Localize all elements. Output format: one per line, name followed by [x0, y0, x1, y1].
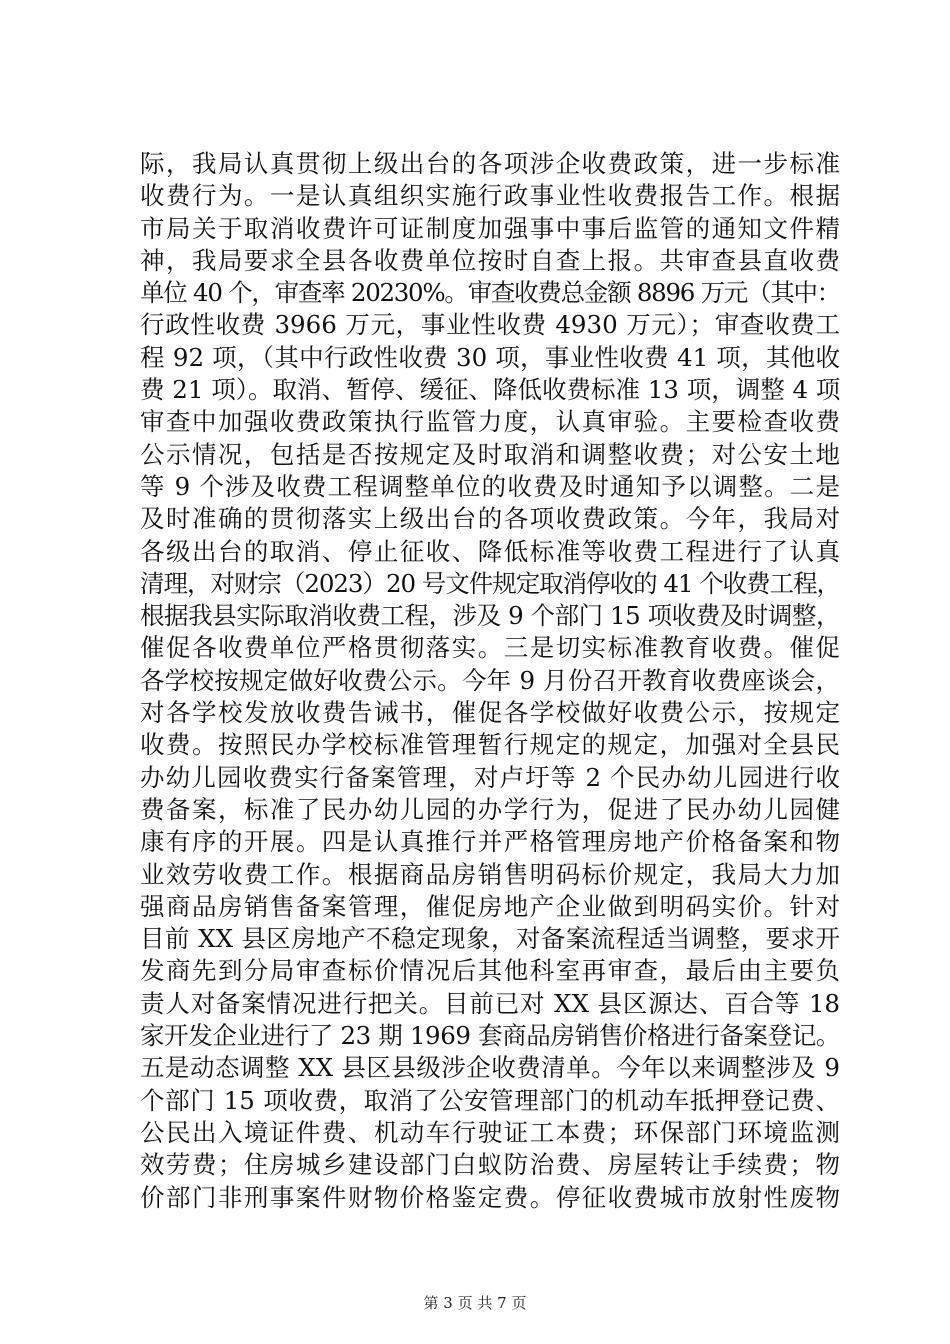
- text-line: 公示情况，包括是否按规定及时取消和调整收费；对公安土地: [140, 439, 840, 469]
- text-line: 审查中加强收费政策执行监管力度，认真审验。主要检查收费: [140, 407, 840, 437]
- text-line: 个部门 15 项收费，取消了公安管理部门的机动车抵押登记费、: [140, 1085, 840, 1115]
- text-line: 神，我局要求全县各收费单位按时自查上报。共审查县直收费: [140, 245, 840, 275]
- text-line: 发商先到分局审查标价情况后其他科室再审查，最后由主要负: [140, 956, 840, 986]
- text-line: 对各学校发放收费告诫书，催促各学校做好收费公示，按规定: [140, 698, 840, 728]
- text-line: 根据我县实际取消收费工程，涉及 9 个部门 15 项收费及时调整，: [140, 601, 840, 631]
- text-line: 价部门非刑事案件财物价格鉴定费。停征收费城市放射性废物: [140, 1182, 840, 1212]
- text-line: 等 9 个涉及收费工程调整单位的收费及时通知予以调整。二是: [140, 471, 840, 501]
- text-line: 效劳费；住房城乡建设部门白蚁防治费、房屋转让手续费；物: [140, 1150, 840, 1180]
- text-line: 收费。按照民办学校标准管理暂行规定的规定，加强对全县民: [140, 730, 840, 760]
- text-line: 办幼儿园收费实行备案管理，对卢圩等 2 个民办幼儿园进行收: [140, 762, 840, 792]
- text-line: 公民出入境证件费、机动车行驶证工本费；环保部门环境监测: [140, 1117, 840, 1147]
- text-line: 催促各收费单位严格贯彻落实。三是切实标准教育收费。催促: [140, 633, 840, 663]
- page-footer: 第 3 页 共 7 页: [423, 1294, 527, 1312]
- text-line: 费 21 项）。取消、暂停、缓征、降低收费标准 13 项，调整 4 项: [140, 375, 841, 405]
- text-line: 各学校按规定做好收费公示。今年 9 月份召开教育收费座谈会，: [140, 665, 840, 695]
- text-line: 各级出台的取消、停止征收、降低标准等收费工程进行了认真: [140, 536, 840, 566]
- text-line: 行政性收费 3966 万元，事业性收费 4930 万元）；审查收费工: [140, 310, 840, 340]
- text-line: 家开发企业进行了 23 期 1969 套商品房销售价格进行备案登记。: [140, 1021, 840, 1051]
- text-line: 及时准确的贯彻落实上级出台的各项收费政策。今年，我局对: [140, 504, 840, 534]
- text-line: 五是动态调整 XX 县区县级涉企收费清单。今年以来调整涉及 9: [140, 1053, 840, 1083]
- text-line: 清理，对财宗（2023）20 号文件规定取消停收的 41 个收费工程，: [140, 568, 840, 598]
- body-paragraph: [140, 148, 840, 1214]
- text-line: 际，我局认真贯彻上级出台的各项涉企收费政策，进一步标准: [140, 149, 840, 178]
- text-line: 业效劳收费工作。根据商品房销售明码标价规定，我局大力加: [140, 859, 840, 889]
- text-line: 费备案，标准了民办幼儿园的办学行为，促进了民办幼儿园健: [140, 794, 840, 824]
- text-line: 程 92 项，（其中行政性收费 30 项，事业性收费 41 项，其他收: [140, 342, 840, 372]
- text-line: 收费行为。一是认真组织实施行政事业性收费报告工作。根据: [140, 181, 840, 211]
- text-line: 目前 XX 县区房地产不稳定现象，对备案流程适当调整，要求开: [140, 924, 840, 954]
- text-line: 康有序的开展。四是认真推行并严格管理房地产价格备案和物: [140, 827, 840, 857]
- text-line: 强商品房销售备案管理，催促房地产企业做到明码实价。针对: [140, 891, 840, 921]
- text-line: 责人对备案情况进行把关。目前已对 XX 县区源达、百合等 18: [140, 988, 840, 1018]
- text-line: 单位 40 个，审查率 20230%。审查收费总金额 8896 万元（其中：: [140, 278, 840, 308]
- text-line: 市局关于取消收费许可证制度加强事中事后监管的通知文件精: [140, 213, 840, 243]
